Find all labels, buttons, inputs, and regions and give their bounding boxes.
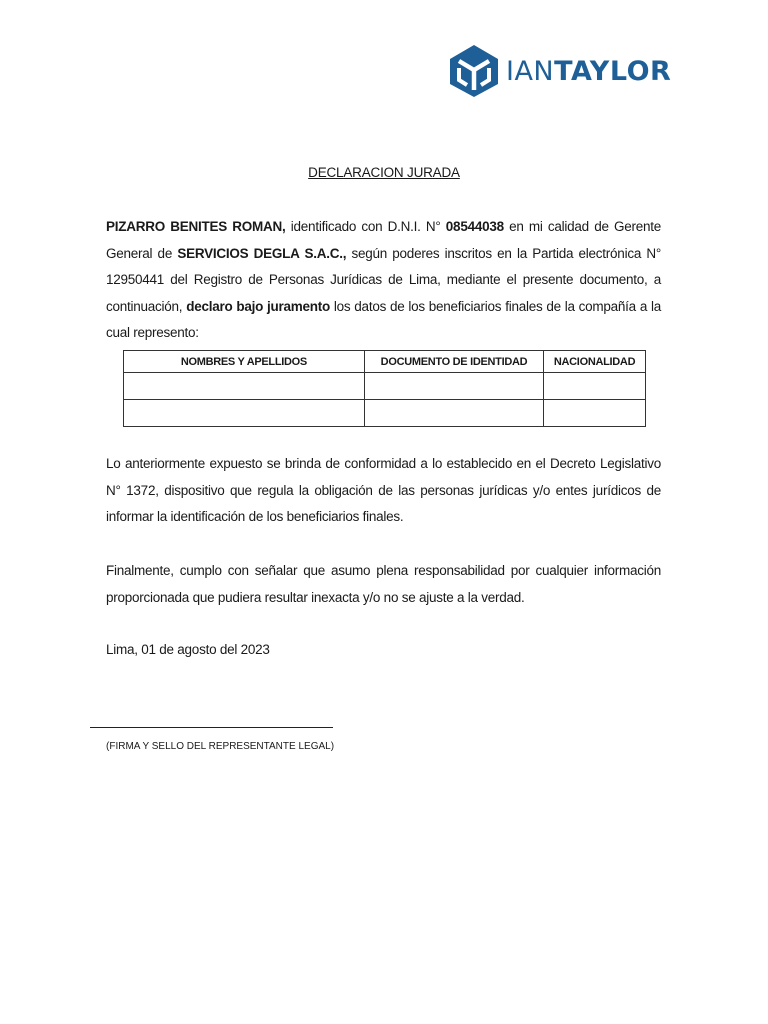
date-line: Lima, 01 de agosto del 2023 — [106, 642, 270, 657]
p1-text-4: los datos de los beneficiarios finales de la compañía a la cual represento: — [106, 298, 661, 340]
beneficiaries-table — [123, 350, 646, 427]
dni-number: 08544038 — [445, 219, 504, 234]
company-name: SERVICIOS DEGLA S.A.C., — [177, 245, 347, 261]
declarant-name: PIZARRO BENITES ROMAN, — [106, 219, 286, 234]
table-cell — [544, 400, 646, 427]
p1-text-1: identificado con D.N.I. N° — [285, 219, 446, 234]
signature-caption: (FIRMA Y SELLO DEL REPRESENTANTE LEGAL) — [106, 741, 335, 752]
table-cell — [124, 400, 365, 427]
legal-basis-paragraph: Lo anteriormente expuesto se brinda de conformidad a lo establecido en el Decreto Legislativo N° 1372, dispositivo que regula la obligación de las personas jurídicas y/o entes jurídicos de informar la identificación de los beneficiarios finales. — [106, 456, 661, 524]
table-cell — [364, 400, 543, 427]
header-documento: DOCUMENTO DE IDENTIDAD — [364, 351, 543, 373]
logo-text-bold: TAYLOR — [554, 55, 672, 87]
table-row — [124, 400, 646, 427]
responsibility-paragraph: Finalmente, cumplo con señalar que asumo plena responsabilidad por cualquier información proporcionada que pudiera resultar inexacta y/o no se ajuste a la verdad. — [106, 563, 661, 605]
table-cell — [124, 373, 365, 400]
ian-taylor-logo-icon — [448, 44, 500, 98]
document-title: DECLARACION JURADA — [308, 165, 460, 180]
table-row — [124, 373, 646, 400]
logo-wordmark — [506, 55, 672, 87]
company-logo — [448, 44, 671, 98]
table-cell — [364, 373, 543, 400]
table-cell — [544, 373, 646, 400]
table-header-row — [124, 351, 646, 373]
declaration-paragraph — [106, 214, 661, 347]
header-nacionalidad: NACIONALIDAD — [544, 351, 646, 373]
logo-text-light: IAN — [506, 55, 555, 87]
signature-line — [90, 727, 333, 728]
p1-text-3: según poderes inscritos en la Partida electrónica N° 12950441 del Registro de Personas Jurídicas de Lima, mediante el presente documento, a continuación, — [106, 245, 661, 314]
declaro-bajo-juramento: declaro bajo juramento — [186, 298, 331, 314]
header-nombres: NOMBRES Y APELLIDOS — [124, 351, 365, 373]
p1-text-2: en mi calidad de Gerente General de — [106, 219, 662, 261]
